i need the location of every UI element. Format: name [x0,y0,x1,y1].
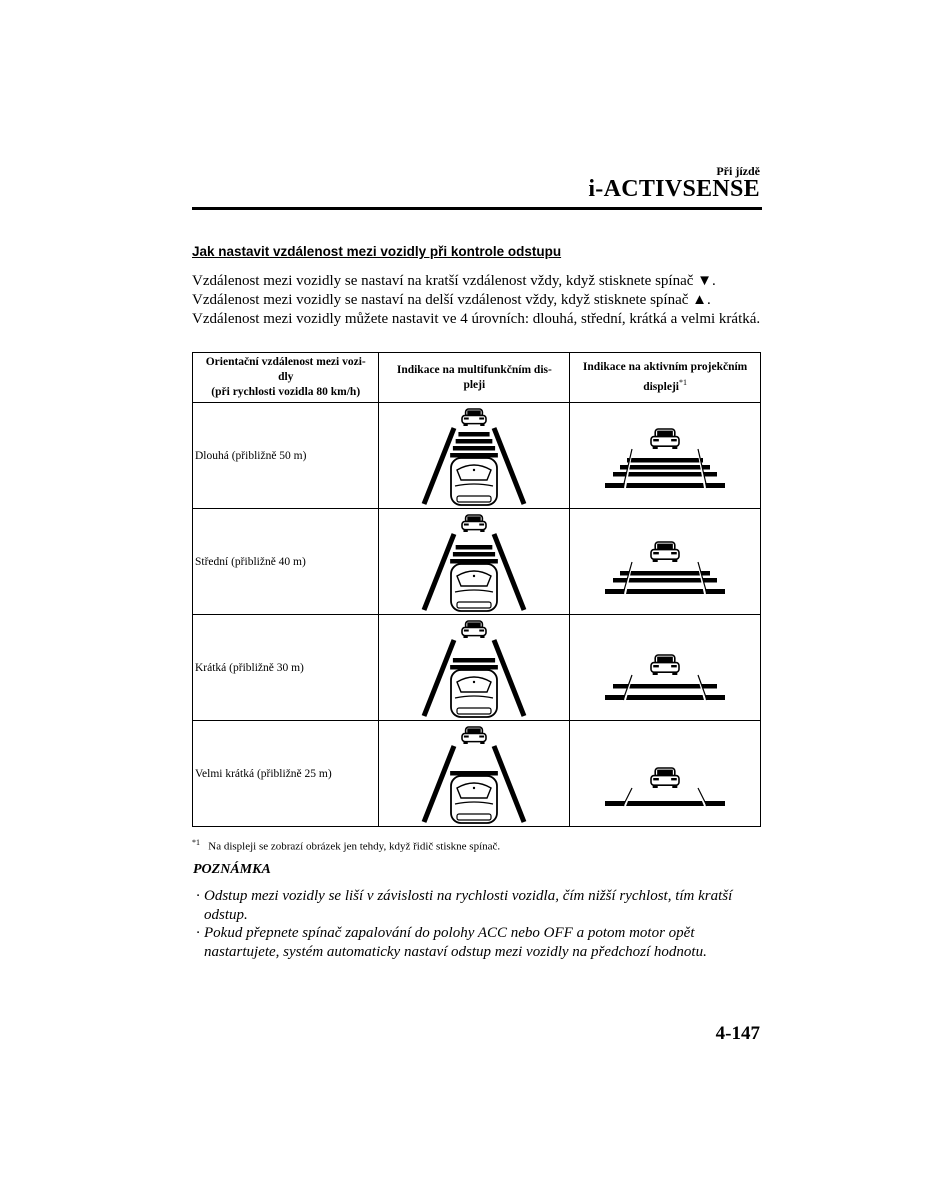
lane-line-left [424,746,454,822]
footnote-text: Na displeji se zobrazí obrázek jen tehdy, když řidič stiskne spínač. [208,840,501,853]
car-tail-light [464,735,469,737]
header-rule [192,207,762,210]
car-wheel [653,558,658,561]
header-active-driving-display [570,353,761,403]
car-tail-light [464,523,469,525]
intro-line-3: Vzdálenost mezi vozidly můžete nastavit ve 4 úrovních: dlouhá, střední, krátká a velmi krátká. [192,311,761,327]
distance-bar [450,771,498,776]
section-subtitle: Při jízdě [716,164,760,178]
bullet-icon: · [196,925,200,941]
lane-line-right [494,428,524,504]
note-title: POZNÁMKA [193,862,271,877]
mid-figure-cell [379,509,570,615]
add-distance-illustration [595,416,735,496]
distance-bar [456,439,493,444]
section-title: i-ACTIVSENSE [588,176,760,202]
car-window [657,656,673,662]
distance-label: Dlouhá (přibližně 50 m) [193,403,379,509]
car-body [462,521,486,529]
distance-bar [627,458,703,463]
distance-label: Krátká (přibližně 30 m) [193,615,379,721]
preceding-car-icon [651,768,679,788]
preceding-car-icon [651,542,679,562]
car-tail-light [653,778,659,780]
add-figure-cell [570,509,761,615]
lane-line-right [494,534,524,610]
mid-distance-illustration [414,618,534,718]
car-tail-light [671,552,677,554]
mid-distance-illustration [414,724,534,824]
intro-line-2: Vzdálenost mezi vozidly se nastaví na delší vzdálenost vždy, když stisknete spínač ▲. [192,292,711,308]
subheading: Jak nastavit vzdálenost mezi vozidly při kontrole odstupu [192,244,562,259]
preceding-car-icon [462,621,486,638]
footnote-marker: *1 [192,838,200,847]
note-item [196,924,756,961]
note-item-text: Pokud přepnete spínač zapalování do polohy ACC nebo OFF a potom motor opět nastartujete, systém automaticky nastaví odstup mezi vozidly na předchozí hodnotu. [204,925,707,960]
car-body [651,662,679,672]
car-tail-light [464,629,469,631]
car-body [462,627,486,635]
car-tail-light [671,665,677,667]
car-wheel [672,558,677,561]
preceding-car-icon [462,515,486,532]
car-tail-light [653,439,659,441]
own-car-windshield [457,465,491,480]
car-wheel [653,784,658,787]
car-wheel [464,423,468,426]
car-body [651,549,679,559]
intro-text [192,272,762,329]
header-distance [193,353,379,403]
table-row [193,615,761,721]
car-wheel [653,671,658,674]
lane-line-left [424,428,454,504]
lane-line-right [494,640,524,716]
car-wheel [672,445,677,448]
own-car-sensor [473,574,475,576]
car-window [657,430,673,436]
mid-figure-cell [379,403,570,509]
own-car-sensor [473,786,475,788]
car-window [468,622,481,627]
car-wheel [481,635,485,638]
table-row [193,721,761,827]
distance-bar [450,559,498,564]
own-car-icon [451,670,497,717]
car-wheel [464,635,468,638]
page-number: 4-147 [715,1023,760,1044]
car-wheel [481,423,485,426]
car-tail-light [480,523,485,525]
header-distance-line-3: (při rychlosti vozidla 80 km/h) [211,386,361,398]
header-mid-line-1: Indikace na multifunkčním dis- [396,363,552,376]
distance-bar [453,446,495,451]
preceding-car-icon [462,409,486,426]
header-multifunction-display [379,353,570,403]
car-wheel [481,741,485,744]
car-tail-light [671,439,677,441]
distance-bar [459,432,490,437]
car-tail-light [480,417,485,419]
mid-distance-illustration [414,512,534,612]
car-wheel [653,445,658,448]
header-add-line-1: Indikace na aktivním projekčním [582,361,748,374]
car-wheel [672,671,677,674]
distance-bar [450,665,498,670]
own-car-icon [451,564,497,611]
mid-figure-cell [379,721,570,827]
distance-label: Střední (přibližně 40 m) [193,509,379,615]
note-list [196,887,756,961]
add-figure-cell [570,403,761,509]
header-distance-line-2: dly [278,371,294,383]
car-window [657,769,673,775]
own-car-windshield [457,571,491,586]
car-tail-light [671,778,677,780]
car-wheel [464,529,468,532]
distance-bar [620,465,710,470]
table-row [193,509,761,615]
car-tail-light [653,665,659,667]
header-mid-line-2: pleji [463,378,486,391]
note-item [196,887,756,924]
distance-bar [456,545,493,550]
car-wheel [481,529,485,532]
own-car-windshield [457,783,491,798]
car-tail-light [480,629,485,631]
distance-bar [453,658,495,663]
lane-line-right [494,746,524,822]
distance-table [192,352,761,827]
car-body [462,733,486,741]
own-car-icon [451,458,497,505]
distance-bar [620,571,710,576]
distance-bar [453,552,495,557]
car-window [657,543,673,549]
car-tail-light [653,552,659,554]
bullet-icon: · [196,888,200,904]
preceding-car-icon [651,655,679,675]
car-wheel [672,784,677,787]
header-distance-line-1: Orientační vzdálenost mezi vozi- [205,356,366,368]
car-tail-light [464,417,469,419]
mid-distance-illustration [414,406,534,506]
car-body [651,436,679,446]
add-distance-illustration [595,628,735,708]
car-window [468,516,481,521]
own-car-windshield [457,677,491,692]
header-add-line-2: displeji [643,380,679,393]
note-item-text: Odstup mezi vozidly se liší v závislosti na rychlosti vozidla, čím nižší rychlost, tím kratší odstup. [204,888,733,923]
table-row [193,403,761,509]
intro-line-1: Vzdálenost mezi vozidly se nastaví na kratší vzdálenost vždy, když stisknete spínač ▼. [192,273,716,289]
add-figure-cell [570,615,761,721]
mid-figure-cell [379,615,570,721]
lane-line-left [424,534,454,610]
own-car-sensor [473,680,475,682]
header-add-footnote-marker: *1 [678,378,687,388]
distance-bar [450,453,498,458]
car-tail-light [480,735,485,737]
lane-line-left [424,640,454,716]
distance-label: Velmi krátká (přibližně 25 m) [193,721,379,827]
car-wheel [464,741,468,744]
add-distance-illustration [595,734,735,814]
preceding-car-icon [462,727,486,744]
add-distance-illustration [595,522,735,602]
car-body [651,775,679,785]
own-car-sensor [473,468,475,470]
table-header-row [193,353,761,403]
preceding-car-icon [651,429,679,449]
add-figure-cell [570,721,761,827]
car-window [468,410,481,415]
own-car-icon [451,776,497,823]
car-window [468,728,481,733]
footnote [192,838,500,853]
